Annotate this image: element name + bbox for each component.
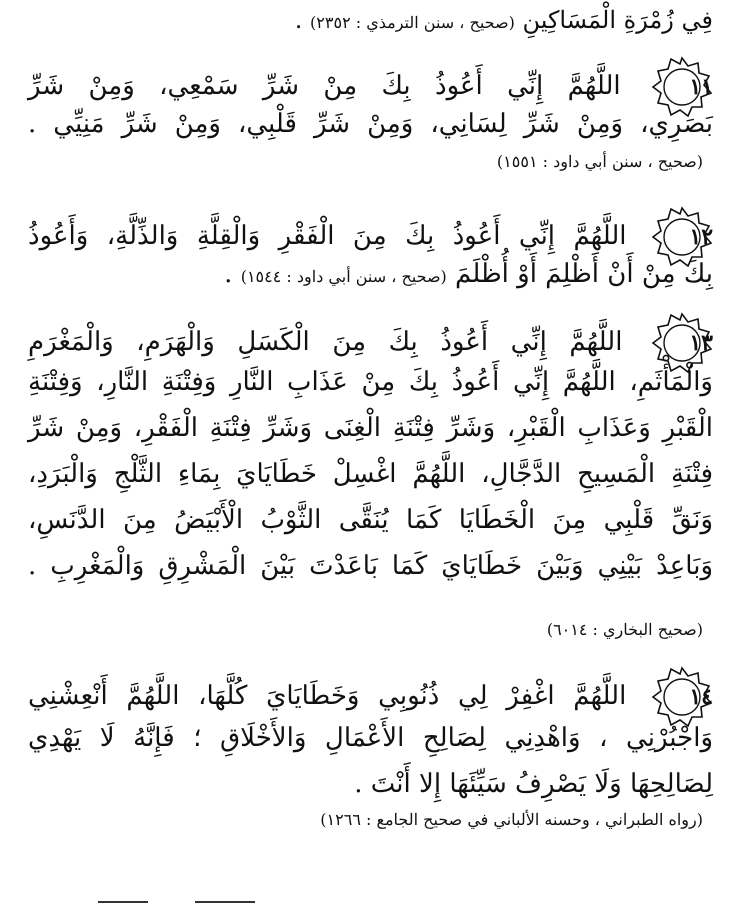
- intro-tail-line: [28, 0, 713, 43]
- intro-period: .: [294, 6, 303, 34]
- dua-13-line-3: [28, 408, 713, 448]
- dua-13-text-5: وَنَقِّ قَلْبِي مِنَ الْخَطَايَا كَمَا يُنَقَّى الثَّوْبُ الْأَبْيَضُ مِنَ الدَّنَسِ،: [28, 505, 713, 535]
- intro-ref: (صحيح ، سنن الترمذي : ٢٣٥٢): [310, 13, 515, 32]
- dua-number-badge: ١٢: [651, 206, 713, 268]
- dua-13-text-1: اللَّهُمَّ إِنِّي أَعُوذُ بِكَ مِنَ الْكَسَلِ وَالْهَرَمِ، وَالْمَغْرَمِ: [28, 327, 623, 357]
- dua-13-line-2: [28, 362, 713, 402]
- dua-11-ref: (صحيح ، سنن أبي داود : ١٥٥١): [496, 152, 703, 171]
- dua-12-period: .: [224, 259, 233, 289]
- dua-13-line-5: [28, 500, 713, 540]
- dua-12-text-2: بِكَ مِنْ أَنْ أَظْلِمَ أَوْ أُظْلَمَ: [455, 259, 713, 289]
- dua-14-line-2: [28, 718, 713, 758]
- dua-13-ref: (صحيح البخاري : ٦٠١٤): [546, 620, 703, 639]
- dua-11-text-1: اللَّهُمَّ إِنِّي أَعُوذُ بِكَ مِنْ شَرِّ سَمْعِي، وَمِنْ شَرِّ: [28, 71, 621, 101]
- dua-13-text-2: وَالْمَأْثَمِ، اللَّهُمَّ إِنِّي أَعُوذُ بِكَ مِنْ عَذَابِ النَّارِ وَفِتْنَةِ النَّارِ، وَفِتْنَةِ: [28, 367, 713, 397]
- footer-rule: [195, 901, 255, 903]
- dua-13-line-4: [28, 454, 713, 494]
- dua-12-ref: (صحيح ، سنن أبي داود : ١٥٤٤): [240, 267, 447, 286]
- dua-14-text-3: لِصَالِحِهَا وَلَا يَصْرِفُ سَيِّئَهَا إِلا أَنْتَ .: [354, 769, 713, 799]
- dua-14-ref: (رواه الطبراني ، وحسنه الألباني في صحيح الجامع : ١٢٦٦): [320, 810, 703, 829]
- dua-13-text-6: وَبَاعِدْ بَيْنِي وَبَيْنَ خَطَايَايَ كَمَا بَاعَدْتَ بَيْنَ الْمَشْرِقِ وَالْمَغْرِبِ .: [28, 551, 713, 581]
- dua-number-badge: ١١: [651, 56, 713, 118]
- dua-13-text-3: الْقَبْرِ وَعَذَابِ الْقَبْرِ، وَشَرِّ فِتْنَةِ الْغِنَى وَشَرِّ فِتْنَةِ الْفَقْرِ، وَمِنْ شَرِّ: [28, 413, 713, 443]
- dua-12-line-2: [28, 254, 713, 297]
- dua-number-badge: ١٤: [651, 666, 713, 728]
- footer-rule: [98, 901, 148, 903]
- dua-12-text-1: اللَّهُمَّ إِنِّي أَعُوذُ بِكَ مِنَ الْفَقْرِ وَالْقِلَّةِ وَالذِّلَّةِ، وَأَعُوذُ: [28, 221, 627, 251]
- dua-11-text-2: بَصَرِي، وَمِنْ شَرِّ لِسَانِي، وَمِنْ شَرِّ قَلْبِي، وَمِنْ شَرِّ مَنِيِّي .: [28, 109, 713, 139]
- dua-13-text-4: فِتْنَةِ الْمَسِيحِ الدَّجَّالِ، اللَّهُمَّ اغْسِلْ خَطَايَايَ بِمَاءِ الثَّلْجِ وَالْبَرَدِ،: [28, 459, 713, 489]
- dua-13-line-6: [28, 546, 713, 586]
- dua-14-line-3: [28, 764, 713, 804]
- dua-14-text-1: اللَّهُمَّ اغْفِرْ لِي ذُنُوبِي وَخَطَايَايَ كُلَّهَا، اللَّهُمَّ أَنْعِشْنِي: [28, 681, 627, 711]
- intro-tail-text: فِي زُمْرَةِ الْمَسَاكِينِ: [522, 6, 713, 34]
- dua-number-badge: ١٣: [651, 312, 713, 374]
- dua-14-text-2: وَاجْبُرْنِي ، وَاهْدِنِي لِصَالِحِ الأَعْمَالِ وَالأَخْلَاقِ ؛ فَإِنَّهُ لَا يَهْدِي: [28, 723, 713, 753]
- dua-11-line-2: [28, 104, 713, 144]
